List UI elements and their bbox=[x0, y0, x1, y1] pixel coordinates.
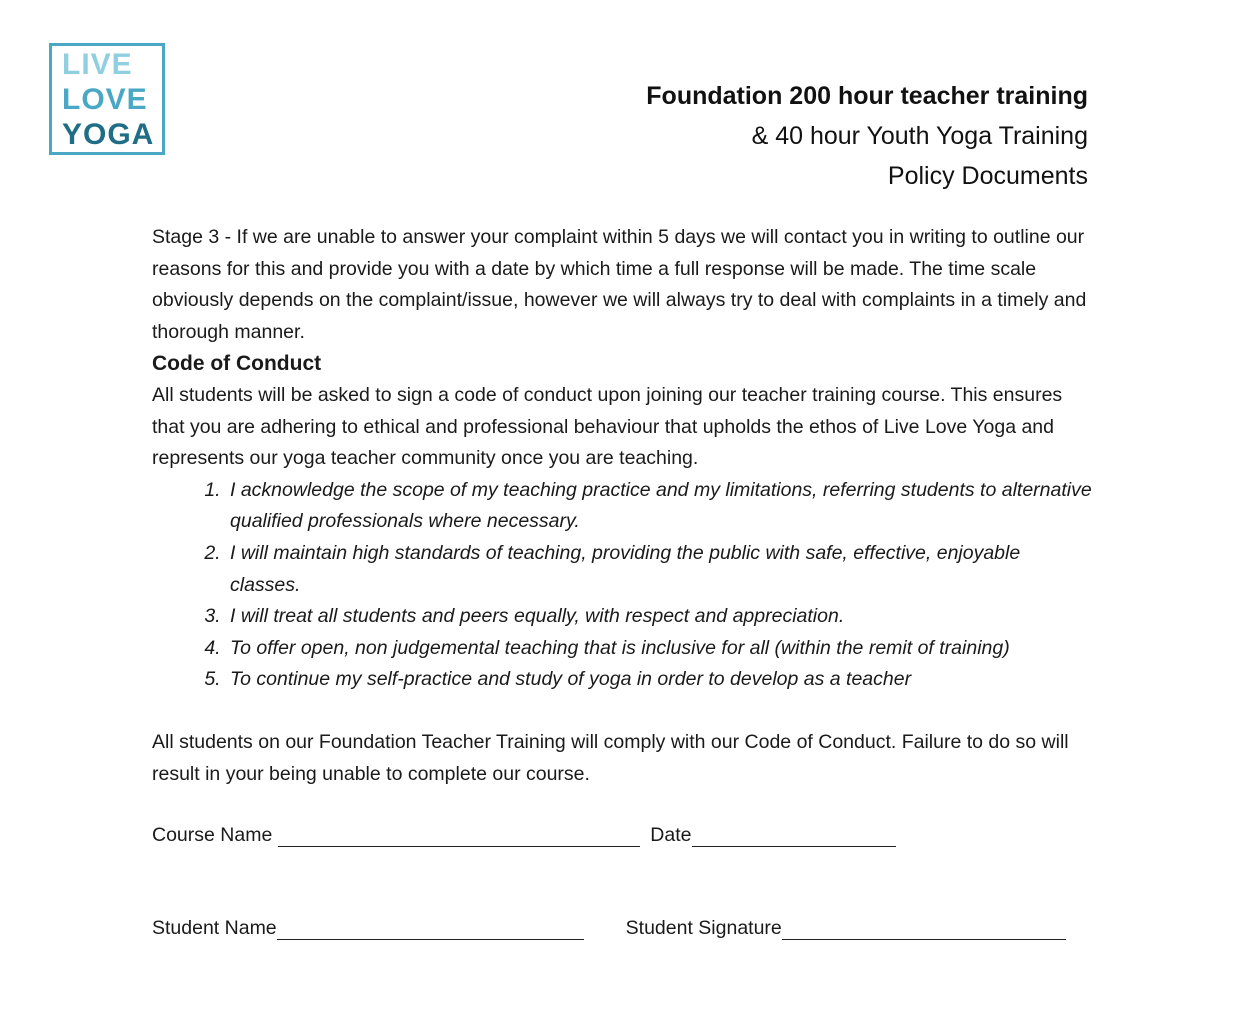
compliance-paragraph: All students on our Foundation Teacher Training will comply with our Code of Conduct. Failure to do so will result in your being unable to complete our course. bbox=[152, 730, 1069, 785]
date-field[interactable] bbox=[692, 828, 896, 847]
stage-3-paragraph: Stage 3 - If we are unable to answer your complaint within 5 days we will contact you in writing to outline our reasons for this and provide you with a date by which time a full response will be made. The time scale obviously depends on the complaint/issue, however we will always try to deal with complaints in a timely and thorough manner. bbox=[152, 226, 1087, 343]
document-subtitle: & 40 hour Youth Yoga Training bbox=[751, 122, 1088, 150]
list-item: 1. I acknowledge the scope of my teaching practice and my limitations, referring students to alternative qualified professionals where necessary. bbox=[226, 475, 1092, 538]
course-name-label: Course Name bbox=[152, 824, 273, 846]
logo-line-1: LIVE bbox=[62, 47, 133, 81]
logo-line-2: LOVE bbox=[62, 82, 148, 116]
document-title: Foundation 200 hour teacher training bbox=[646, 82, 1088, 110]
course-name-field[interactable] bbox=[278, 828, 640, 847]
code-of-conduct-heading: Code of Conduct bbox=[152, 352, 322, 376]
course-date-row bbox=[152, 824, 896, 847]
live-love-yoga-logo bbox=[49, 43, 165, 155]
document-header bbox=[646, 76, 1088, 196]
code-of-conduct-intro: All students will be asked to sign a code of conduct upon joining our teacher training course. This ensures that you are adhering to ethical and professional behaviour that upholds the ethos of Live Love Yoga and represents our yoga teacher community once you are teaching. bbox=[152, 383, 1063, 470]
document-type: Policy Documents bbox=[887, 162, 1088, 190]
student-signature-label: Student Signature bbox=[625, 917, 782, 939]
date-label: Date bbox=[650, 824, 692, 846]
list-item: 4. To offer open, non judgemental teaching that is inclusive for all (within the remit of training) bbox=[226, 633, 1092, 665]
list-item: 2. I will maintain high standards of teaching, providing the public with safe, effective, enjoyable classes. bbox=[226, 538, 1092, 601]
student-name-field[interactable] bbox=[277, 921, 584, 940]
student-name-label: Student Name bbox=[152, 917, 277, 939]
logo-line-3: YOGA bbox=[62, 117, 155, 151]
student-signature-row bbox=[152, 917, 1066, 940]
list-item: 3. I will treat all students and peers equally, with respect and appreciation. bbox=[226, 601, 1092, 633]
code-of-conduct-list bbox=[152, 475, 1092, 696]
student-signature-field[interactable] bbox=[782, 921, 1066, 940]
document-body bbox=[152, 222, 1092, 790]
list-item: 5. To continue my self-practice and study of yoga in order to develop as a teacher bbox=[226, 664, 1092, 696]
spacer bbox=[152, 696, 1092, 727]
